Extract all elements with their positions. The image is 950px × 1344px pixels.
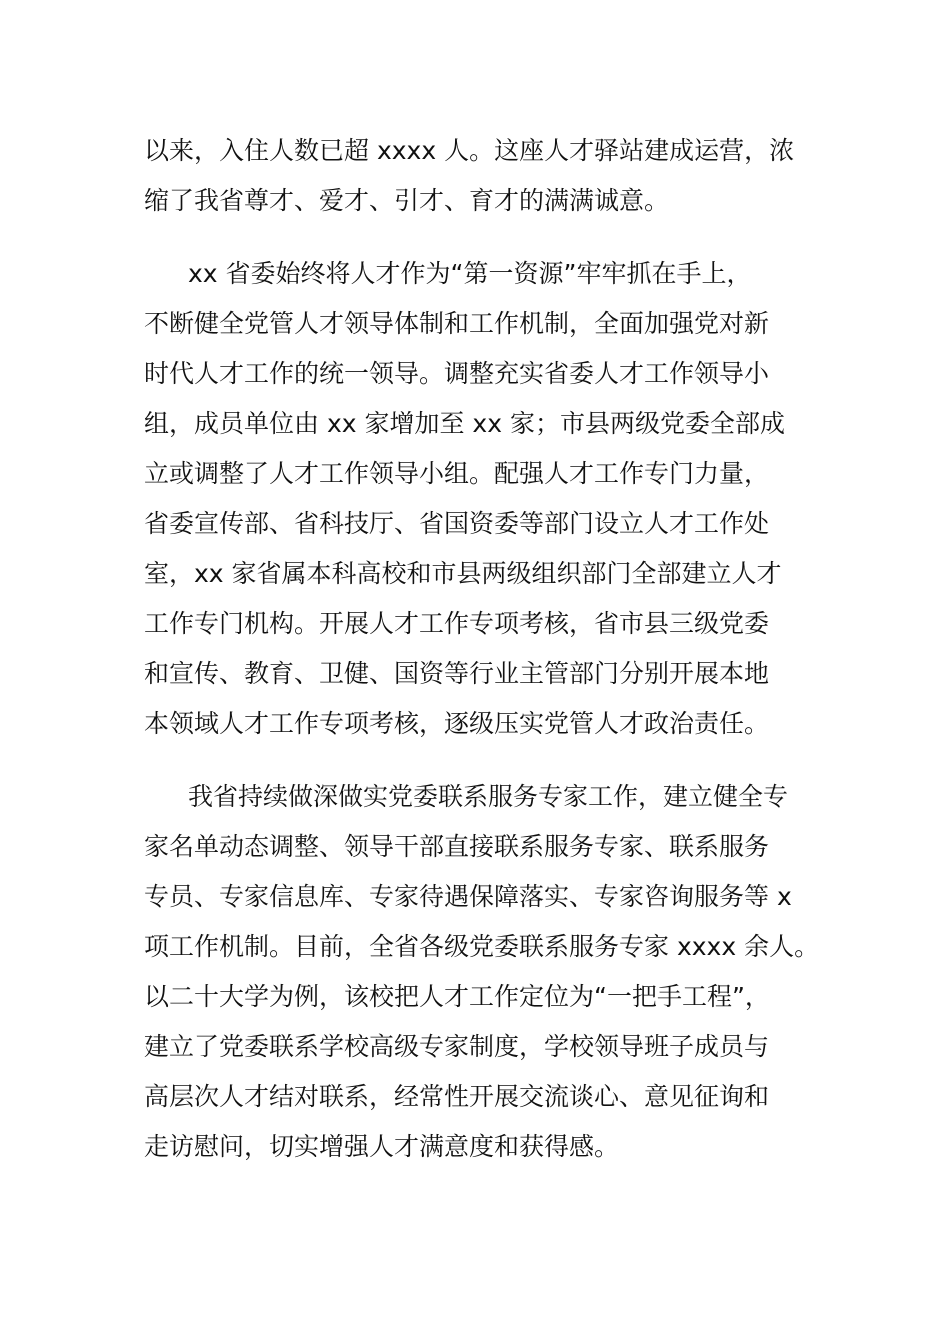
paragraph-line: 家名单动态调整、领导干部直接联系服务专家、联系服务: [144, 832, 770, 861]
paragraph-line: 室，xx 家省属本科高校和市县两级组织部门全部建立人才: [144, 559, 782, 588]
paragraph-line: 走访慰问，切实增强人才满意度和获得感。: [144, 1132, 620, 1161]
paragraph-1: [144, 126, 824, 226]
paragraph-line: 不断健全党管人才领导体制和工作机制，全面加强党对新: [144, 309, 770, 338]
paragraph-3: [144, 772, 824, 1172]
paragraph-line: 本领域人才工作专项考核，逐级压实党管人才政治责任。: [144, 709, 770, 738]
paragraph-line: 组，成员单位由 xx 家增加至 xx 家；市县两级党委全部成: [144, 409, 785, 438]
paragraph-line: xx 省委始终将人才作为“第一资源”牢牢抓在手上，: [188, 259, 752, 288]
paragraph-line: 立或调整了人才工作领导小组。配强人才工作专门力量，: [144, 459, 770, 488]
paragraph-line: 我省持续做深做实党委联系服务专家工作，建立健全专: [188, 782, 789, 811]
document-body: [144, 126, 824, 1195]
paragraph-line: 高层次人才结对联系，经常性开展交流谈心、意见征询和: [144, 1082, 770, 1111]
paragraph-line: 和宣传、教育、卫健、国资等行业主管部门分别开展本地: [144, 659, 770, 688]
paragraph-2: [144, 249, 824, 749]
paragraph-line: 专员、专家信息库、专家待遇保障落实、专家咨询服务等 x: [144, 882, 792, 911]
paragraph-line: 以来，入住人数已超 xxxx 人。这座人才驿站建成运营，浓: [144, 136, 795, 165]
paragraph-line: 缩了我省尊才、爱才、引才、育才的满满诚意。: [144, 186, 670, 215]
paragraph-line: 以二十大学为例，该校把人才工作定位为“一把手工程”，: [144, 982, 770, 1011]
paragraph-line: 省委宣传部、省科技厅、省国资委等部门设立人才工作处: [144, 509, 770, 538]
paragraph-line: 工作专门机构。开展人才工作专项考核，省市县三级党委: [144, 609, 770, 638]
paragraph-line: 建立了党委联系学校高级专家制度，学校领导班子成员与: [144, 1032, 770, 1061]
paragraph-line: 时代人才工作的统一领导。调整充实省委人才工作领导小: [144, 359, 770, 388]
paragraph-line: 项工作机制。目前，全省各级党委联系服务专家 xxxx 余人。: [144, 932, 820, 961]
